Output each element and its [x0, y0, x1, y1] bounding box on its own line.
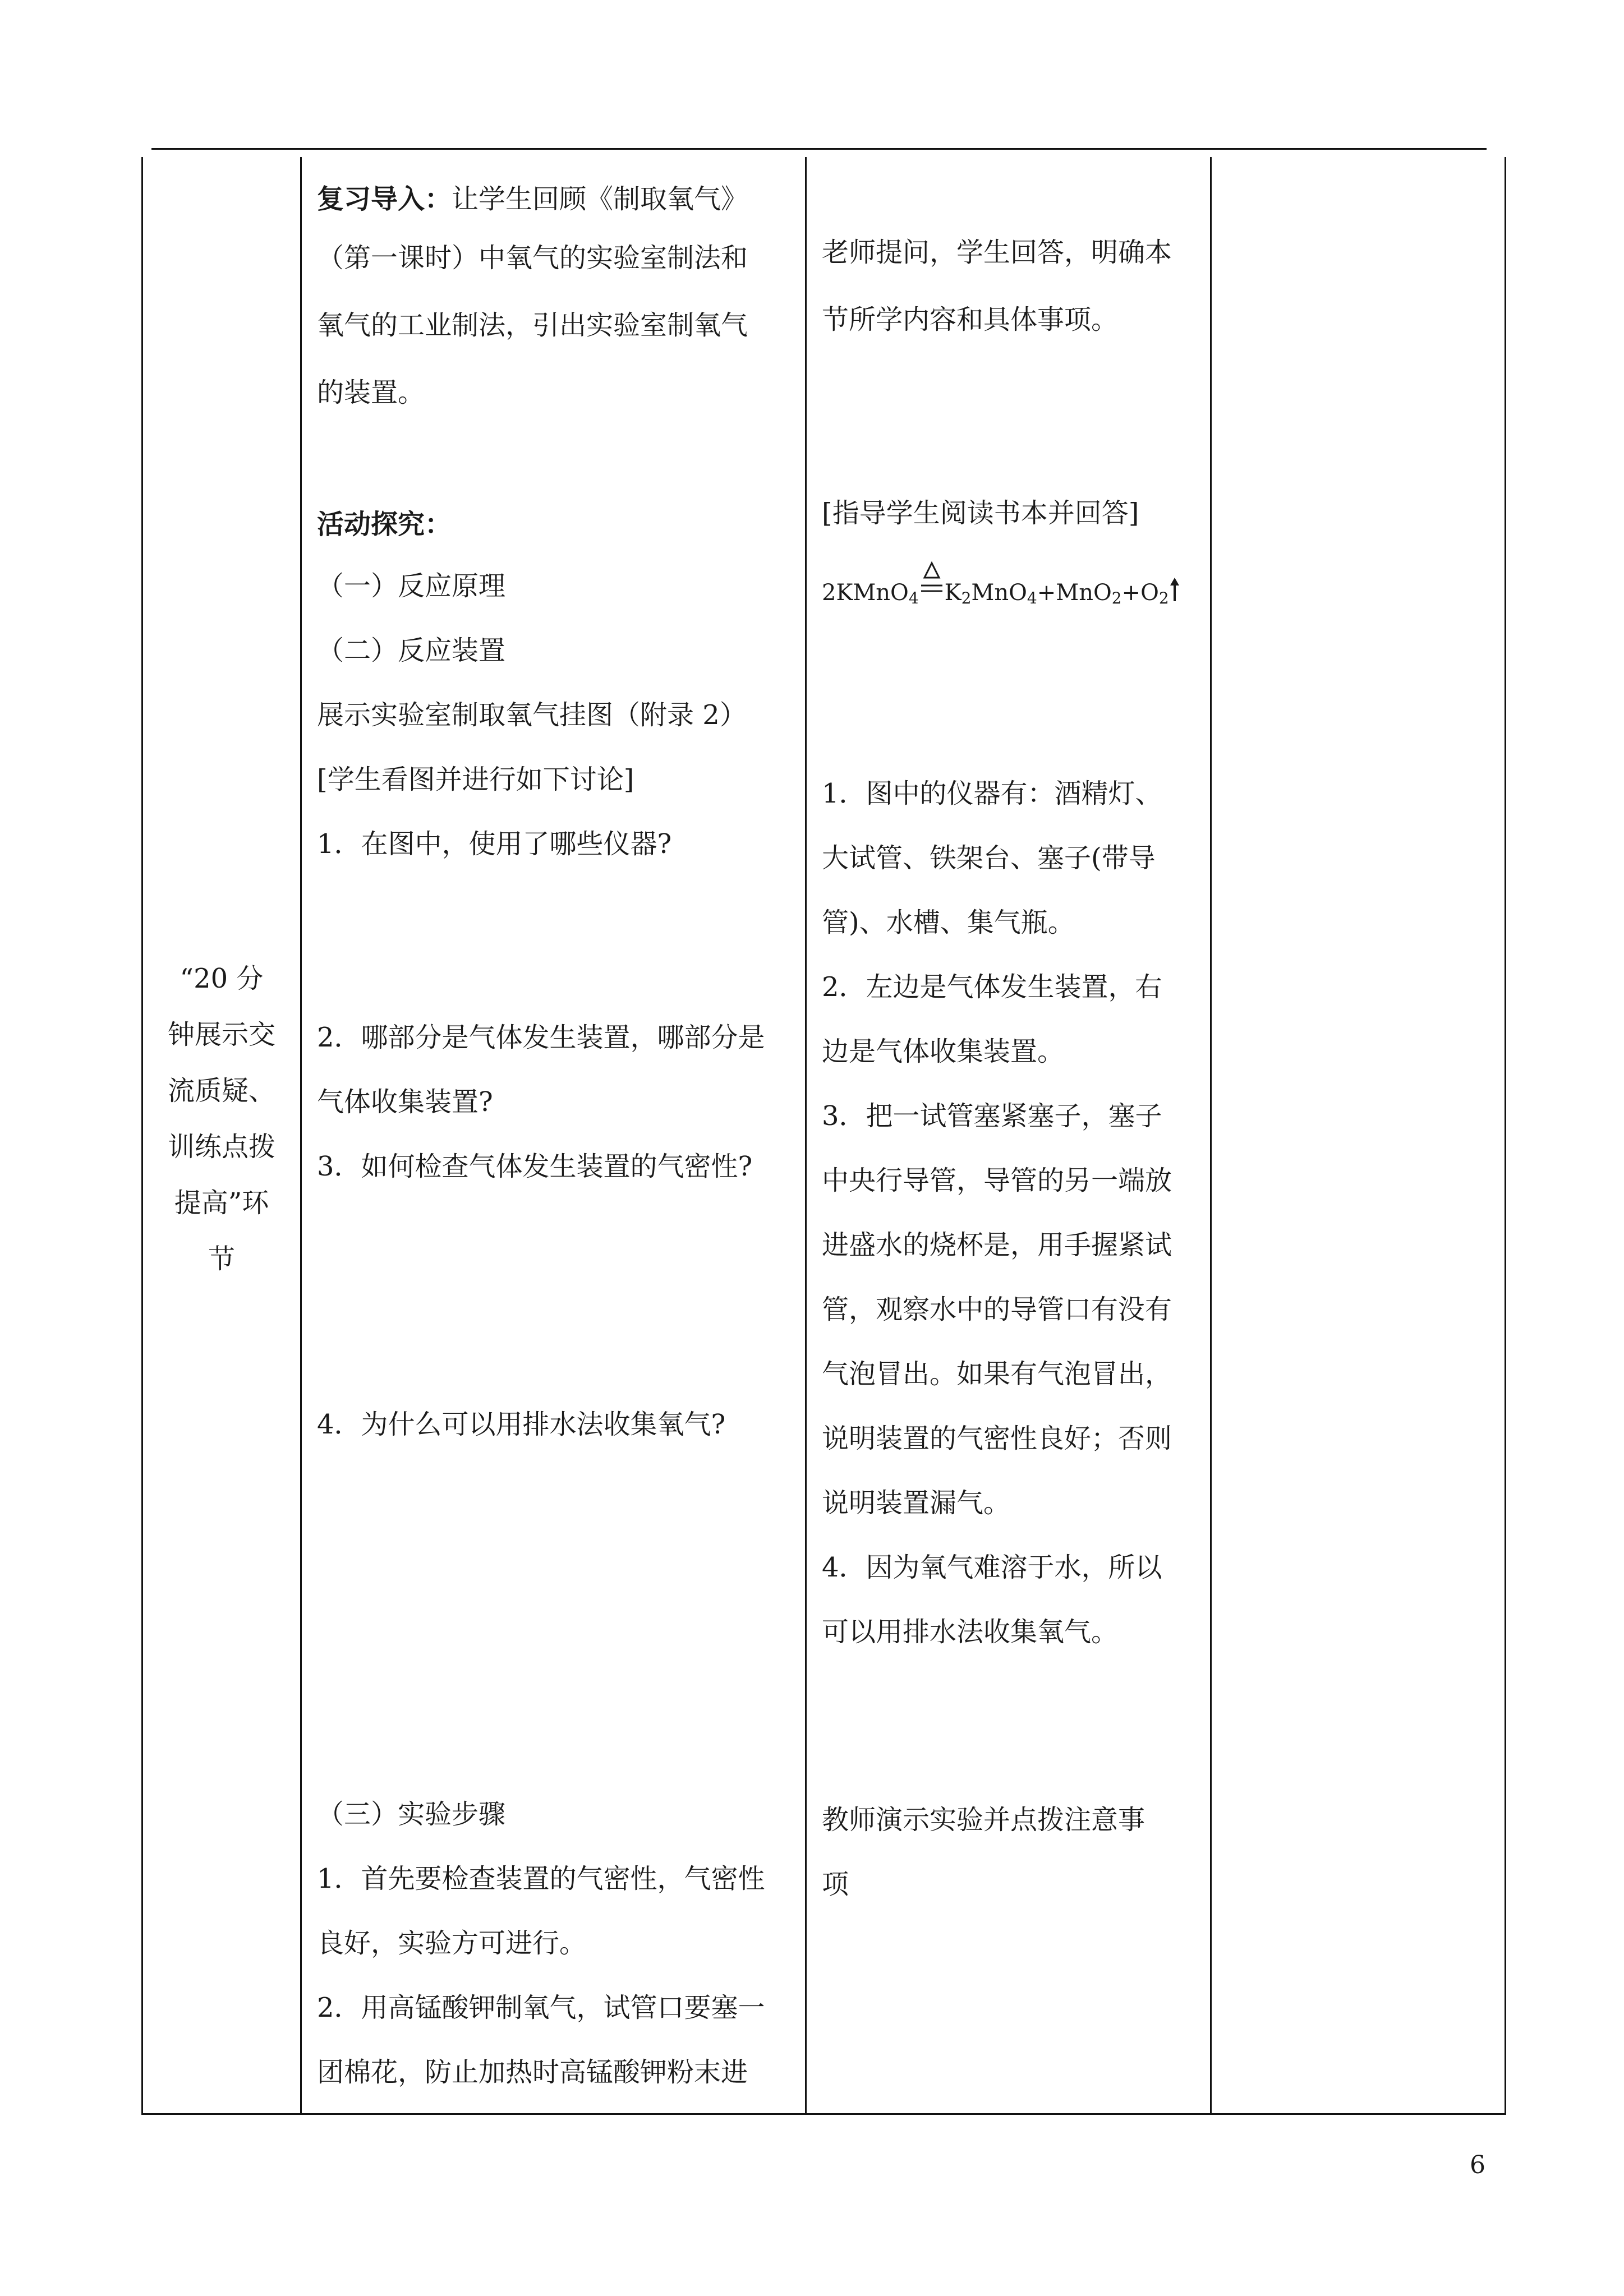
review-heading: 复习导入：	[317, 183, 452, 215]
teacher-line: 节所学内容和具体事项。	[822, 304, 1119, 335]
step-2-line: 团棉花，防止加热时高锰酸钾粉末进	[317, 2057, 748, 2088]
heat-equals-icon	[919, 572, 945, 603]
guide-note: [指导学生阅读书本并回答]	[822, 497, 1139, 529]
table-border-left	[141, 157, 143, 2114]
question-2-line: 气体收集装置?	[317, 1086, 493, 1118]
table-divider-1	[300, 157, 302, 2114]
section-steps: （三）实验步骤	[317, 1799, 506, 1830]
answer-3-line: 进盛水的烧杯是，用手握紧试	[822, 1229, 1172, 1261]
demo-line: 项	[822, 1869, 849, 1900]
answer-4-line: 4．因为氧气难溶于水，所以	[822, 1552, 1162, 1583]
step-1-line: 1．首先要检查装置的气密性，气密性	[317, 1863, 765, 1894]
product-2-sub: 2	[1111, 589, 1122, 607]
page-number: 6	[1470, 2151, 1485, 2179]
answer-2-line: 边是气体收集装置。	[822, 1036, 1065, 1067]
stage-line: 节	[208, 1243, 235, 1275]
answer-3-line: 说明装置漏气。	[822, 1487, 1011, 1519]
stage-line: 流质疑、	[167, 1075, 275, 1106]
reactant-subscript: 4	[908, 589, 919, 607]
question-3: 3．如何检查气体发生装置的气密性?	[317, 1151, 753, 1182]
question-2-line: 2．哪部分是气体发生装置，哪部分是	[317, 1022, 765, 1053]
answer-1-line: 1．图中的仪器有：酒精灯、	[822, 778, 1162, 809]
question-1: 1．在图中，使用了哪些仪器?	[317, 828, 672, 860]
answer-1-line: 大试管、铁架台、塞子(带导	[822, 842, 1156, 874]
review-line: （第一课时）中氧气的实验室制法和	[317, 242, 748, 274]
answer-3-line: 管，观察水中的导管口有没有	[822, 1294, 1172, 1325]
header-rule	[151, 148, 1487, 150]
answer-3-line: 3．把一试管塞紧塞子，塞子	[822, 1100, 1162, 1132]
section-principle: （一）反应原理	[317, 570, 506, 602]
stage-line: 训练点拨	[167, 1131, 275, 1163]
teacher-line: 老师提问，学生回答，明确本	[822, 237, 1172, 268]
answer-3-line: 说明装置的气密性良好；否则	[822, 1423, 1172, 1454]
review-text: 让学生回顾《制取氧气》	[452, 183, 748, 215]
gas-up-arrow-icon	[1169, 577, 1180, 602]
product-1: K	[944, 580, 961, 606]
stage-line: 钟展示交	[167, 1019, 275, 1050]
answer-2-line: 2．左边是气体发生装置，右	[822, 971, 1162, 1003]
product-3: +O	[1121, 580, 1159, 606]
product-1-sub2: 4	[1027, 589, 1037, 607]
answer-3-line: 中央行导管，导管的另一端放	[822, 1165, 1172, 1196]
answer-3-line: 气泡冒出。如果有气泡冒出，	[822, 1358, 1172, 1390]
table-border-right	[1505, 157, 1506, 2114]
review-line: 的装置。	[317, 377, 425, 408]
review-intro	[317, 182, 748, 216]
activity-heading: 活动探究：	[317, 509, 452, 540]
table-divider-3	[1210, 157, 1212, 2114]
discussion-note: [学生看图并进行如下讨论]	[317, 764, 634, 795]
section-apparatus: （二）反应装置	[317, 635, 506, 666]
reaction-equation	[822, 572, 1180, 618]
table-bottom-border	[141, 2113, 1506, 2115]
review-line: 氧气的工业制法，引出实验室制氧气	[317, 310, 748, 341]
product-3-sub: 2	[1158, 589, 1169, 607]
product-1-sub: 2	[961, 589, 972, 607]
question-4: 4．为什么可以用排水法收集氧气?	[317, 1409, 726, 1440]
step-2-line: 2．用高锰酸钾制氧气，试管口要塞一	[317, 1992, 765, 2023]
product-2: +MnO	[1037, 580, 1112, 606]
table-divider-2	[805, 157, 807, 2114]
demo-line: 教师演示实验并点拨注意事	[822, 1804, 1145, 1836]
product-1-mid: MnO	[971, 580, 1027, 606]
answer-1-line: 管)、水槽、集气瓶。	[822, 907, 1075, 938]
step-1-line: 良好，实验方可进行。	[317, 1928, 587, 1959]
reactant: 2KMnO	[822, 580, 909, 606]
stage-line: “20 分	[180, 963, 264, 994]
stage-line: 提高”环	[174, 1187, 269, 1219]
show-chart-text: 展示实验室制取氧气挂图（附录 2）	[317, 699, 747, 731]
answer-4-line: 可以用排水法收集氧气。	[822, 1616, 1119, 1648]
